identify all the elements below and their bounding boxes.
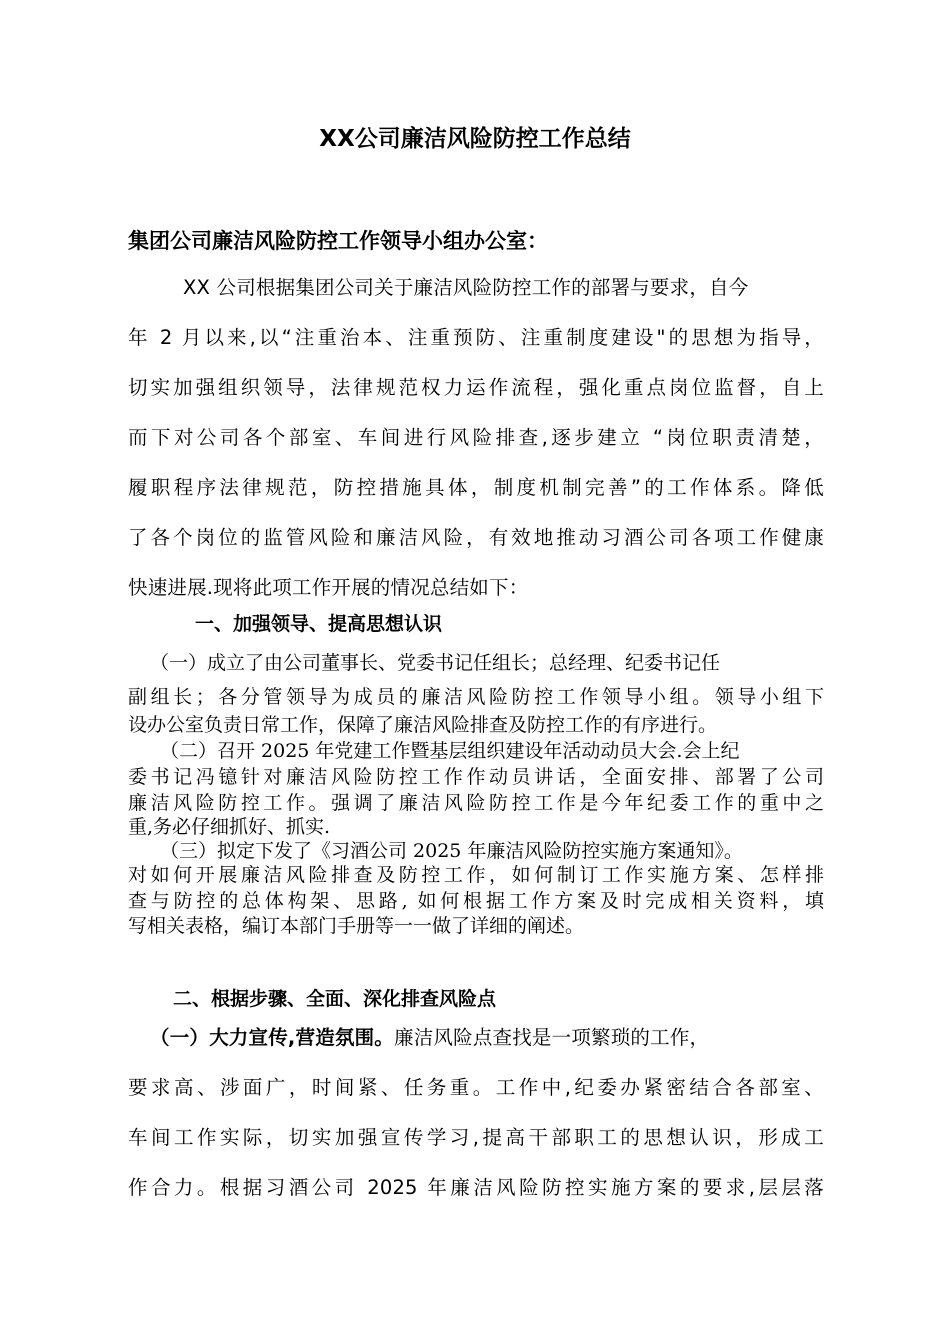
section1-line: 写相关表格，编订本部门手册等一一做了详细的阐述。 [128, 915, 585, 937]
section1-line: （一）成立了由公司董事长、党委书记任组长；总经理、纪委书记任 [150, 652, 721, 674]
intro-line: 了各个岗位的监管风险和廉洁风险，有效地推动习酒公司各项工作健康 [128, 526, 824, 549]
section-heading: 一、加强领导、提高思想认识 [195, 613, 443, 635]
section1-line: 设办公室负责日常工作，保障了廉洁风险排查及防控工作的有序进行。 [128, 714, 718, 736]
section1-line: 对如何开展廉洁风险排查及防控工作，如何制订工作实施方案、怎样排 [128, 864, 824, 886]
intro-line: XX 公司根据集团公司关于廉洁风险防控工作的部署与要求，自今 [183, 276, 749, 299]
intro-line: 履职程序法律规范，防控措施具体，制度机制完善”的工作体系。降低 [128, 476, 824, 499]
section2-first-line [150, 1022, 824, 1050]
intro-line: 而下对公司各个部室、车间进行风险排查,逐步建立 “岗位职责清楚， [128, 426, 824, 449]
section1-line: 委书记冯镱针对廉洁风险防控工作作动员讲话，全面安排、部署了公司 [128, 766, 824, 788]
section1-line: 副组长；各分管领导为成员的廉洁风险防控工作领导小组。领导小组下 [128, 686, 824, 708]
section1-line: 廉洁风险防控工作。强调了廉洁风险防控工作是今年纪委工作的重中之 [128, 792, 824, 814]
section1-line: （二）召开 2025 年党建工作暨基层组织建设年活动动员大会.会上纪 [160, 740, 740, 762]
intro-line: 切实加强组织领导，法律规范权力运作流程，强化重点岗位监督，自上 [128, 376, 824, 399]
section1-line: （三）拟定下发了《习酒公司 2025 年廉洁风险防控实施方案通知》。 [160, 840, 743, 862]
sub-heading: （一）大力宣传,营造氛围。 [150, 1026, 395, 1049]
section2-line-text: 廉洁风险点查找是一项繁琐的工作， [394, 1026, 710, 1049]
addressee: 集团公司廉洁风险防控工作领导小组办公室： [128, 229, 548, 253]
section2-line: 车间工作实际，切实加强宣传学习,提高干部职工的思想认识，形成工 [128, 1126, 824, 1149]
section1-line: 重,务必仔细抓好、抓实. [128, 816, 331, 838]
document-title: XX公司廉洁风险防控工作总结 [319, 126, 631, 152]
section-heading: 二、根据步骤、全面、深化排查风险点 [173, 988, 497, 1010]
section1-line: 查与防控的总体构架、思路, 如何根据工作方案及时完成相关资料，填 [128, 890, 824, 912]
intro-line: 快速进展.现将此项工作开展的情况总结如下： [128, 576, 529, 599]
section2-line: 要求高、涉面广，时间紧、任务重。工作中,纪委办紧密结合各部室、 [128, 1076, 824, 1099]
intro-line: 年 2 月以来,以“注重治本、注重预防、注重制度建设"的思想为指导， [128, 326, 824, 349]
section2-line: 作合力。根据习酒公司 2025 年廉洁风险防控实施方案的要求,层层落 [128, 1176, 824, 1199]
